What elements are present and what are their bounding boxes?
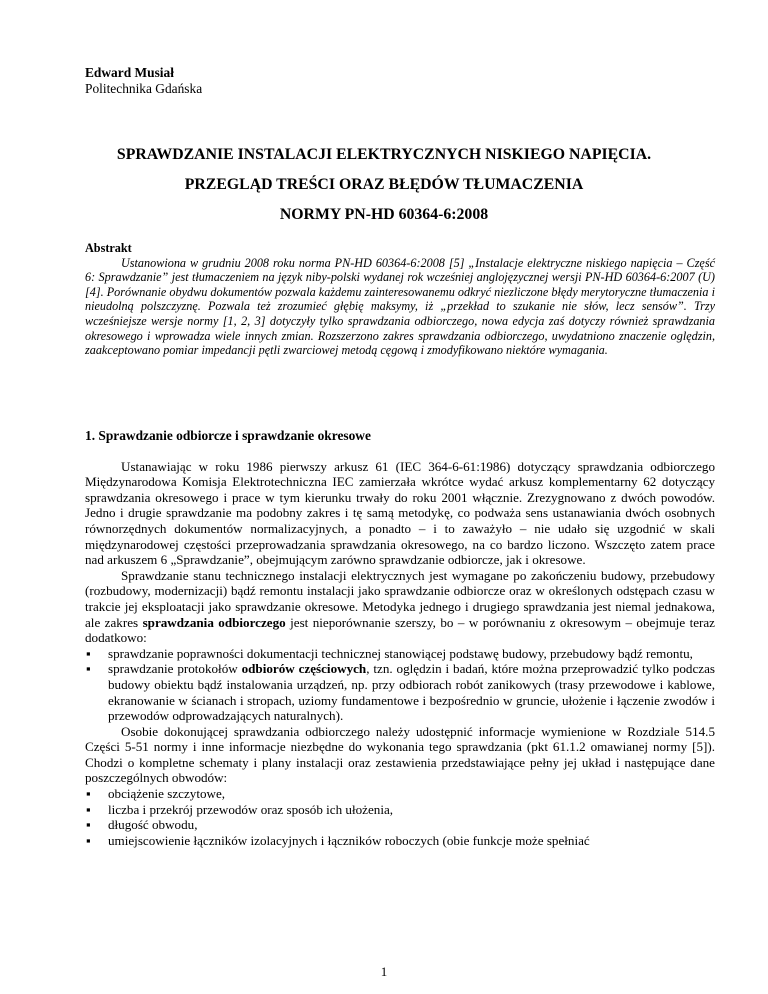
bullet-list-2 bbox=[85, 786, 715, 848]
abstract bbox=[85, 241, 715, 358]
title-line-2: PRZEGLĄD TREŚCI ORAZ BŁĘDÓW TŁUMACZENIA bbox=[184, 176, 584, 193]
section-heading: 1. Sprawdzanie odbiorcze i sprawdzanie okresowe bbox=[85, 428, 371, 443]
list-item-text-end: , tzn. oględzin i badań, które można przeprowadzić tylko podczas budowy obiektu bądź instalowania urządzeń, np. przy odbiorach robót zanikowych (trasy przewodowe i kablowe, ekranowanie w ścianach i stropach, uziomy fundamentowe i bezpośrednio w gruncie, ułożenie i łączenie zwodów i przewodów odprowadzających naturalnych). bbox=[108, 661, 715, 724]
abstract-heading: Abstrakt bbox=[85, 241, 132, 255]
list-item: ▪ obciążenie szczytowe, bbox=[85, 786, 715, 802]
abstract-text: Ustanowiona w grudniu 2008 roku norma PN-HD 60364-6:2008 [5] „Instalacje elektryczne niskiego napięcia – Część 6: Sprawdzanie” jest tłumaczeniem na język niby-polski wydanej rok wcześniej anglojęzycznej wersji PN-HD 60364-6:2007 (U) [4]. Porównanie obydwu dokumentów pozwala każdemu zainteresowanemu odkryć niezliczone błędy merytoryczne tłumaczenia i nieudolną polszczyznę. Pozwala też zrozumieć głębię maksymy, iż „przekład to szukanie nie słów, lecz sensów”. Trzy wcześniejsze wersje normy [1, 2, 3] dotyczyły tylko sprawdzania odbiorczego, nowa edycja zaś dotyczy również sprawdzania okresowego i wprowadza wiele innych zmian. Rozszerzono zakres sprawdzania odbiorczego, uwydatniono znaczenie oględzin, zaakceptowano pomiar impedancji pętli zwarciowej metodą cęgową i zmodyfikowano niektóre wymagania. bbox=[85, 255, 715, 358]
list-item-bold: odbiorów częściowych bbox=[241, 661, 367, 677]
author-affiliation: Politechnika Gdańska bbox=[85, 81, 203, 96]
title-line-3: NORMY PN-HD 60364-6:2008 bbox=[279, 206, 489, 223]
paragraph-2 bbox=[85, 568, 715, 646]
list-item bbox=[85, 661, 715, 723]
paragraph-1: Ustanawiając w roku 1986 pierwszy arkusz 61 (IEC 364-6-61:1986) dotyczący sprawdzania odbiorczego Międzynarodowa Komisja Elektrotechniczna IEC zamierzała wkrótce wydać arkusz komplementarny 62 dotyczący sprawdzania okresowego i prace w tym kierunku trwały do roku 2001 włącznie. Zrezygnowano z dwóch powodów. Jedno i drugie sprawdzanie ma podobny zakres i tę samą metodykę, co podważa sens ustanawiania dwóch osobnych równorzędnych dokumentów normalizacyjnych, a ponadto – i to zaważyło – nie udało się uzgodnić w skali międzynarodowej częstości przeprowadzania sprawdzania okresowego, na co bardzo liczono. Wszczęto zatem prace nad arkuszem 6 „Sprawdzanie”, obejmującym zarówno sprawdzanie odbiorcze, jak i okresowe. bbox=[85, 458, 715, 568]
author-block bbox=[85, 65, 202, 97]
list-item: ▪ umiejscowienie łączników izolacyjnych i łączników roboczych (obie funkcje może spełniać bbox=[85, 833, 715, 849]
section-1 bbox=[85, 428, 715, 848]
title-line-1: SPRAWDZANIE INSTALACJI ELEKTRYCZNYCH NISKIEGO NAPIĘCIA. bbox=[116, 146, 652, 163]
list-item-text-start: sprawdzanie protokołów bbox=[108, 661, 242, 677]
author-name: Edward Musiał bbox=[85, 65, 174, 80]
page-number: 1 bbox=[380, 964, 388, 979]
paragraph-3: Osobie dokonującej sprawdzania odbiorczego należy udostępnić informacje wymienione w Rozdziale 514.5 Części 5-51 normy i inne informacje niezbędne do wykonania tego sprawdzania (pkt 61.1.2 omawianej normy [5]). Chodzi o kompletne schematy i plany instalacji oraz zestawienia przedstawiające pełny jej układ i następujące dane poszczególnych obwodów: bbox=[85, 723, 715, 786]
paragraph-2-text-start: Sprawdzanie stanu technicznego instalacji elektrycznych jest wymagane po zakończeniu budowy, przebudowy (rozbudowy, modernizacji) bądź remontu instalacji jako sprawdzanie odbiorcze oraz w określonych odstępach czasu w trakcie jej eksploatacji jako sprawdzanie okresowe. Metodyka jednego i drugiego sprawdzania jest niemal jednakowa, ale zakres bbox=[85, 567, 715, 630]
document-title bbox=[70, 140, 698, 230]
paragraph-2-bold: sprawdzania odbiorczego bbox=[142, 614, 286, 630]
list-item: ▪ sprawdzanie poprawności dokumentacji technicznej stanowiącej podstawę budowy, przebudowy bądź remontu, bbox=[85, 646, 715, 662]
list-item: ▪ liczba i przekrój przewodów oraz sposób ich ułożenia, bbox=[85, 802, 715, 818]
list-item: ▪ długość obwodu, bbox=[85, 817, 715, 833]
paragraph-2-text-end: jest nieporównanie szerszy, bo – w porównaniu z okresowym – obejmuje teraz dodatkowo: bbox=[85, 614, 715, 646]
bullet-list-1 bbox=[85, 646, 715, 724]
